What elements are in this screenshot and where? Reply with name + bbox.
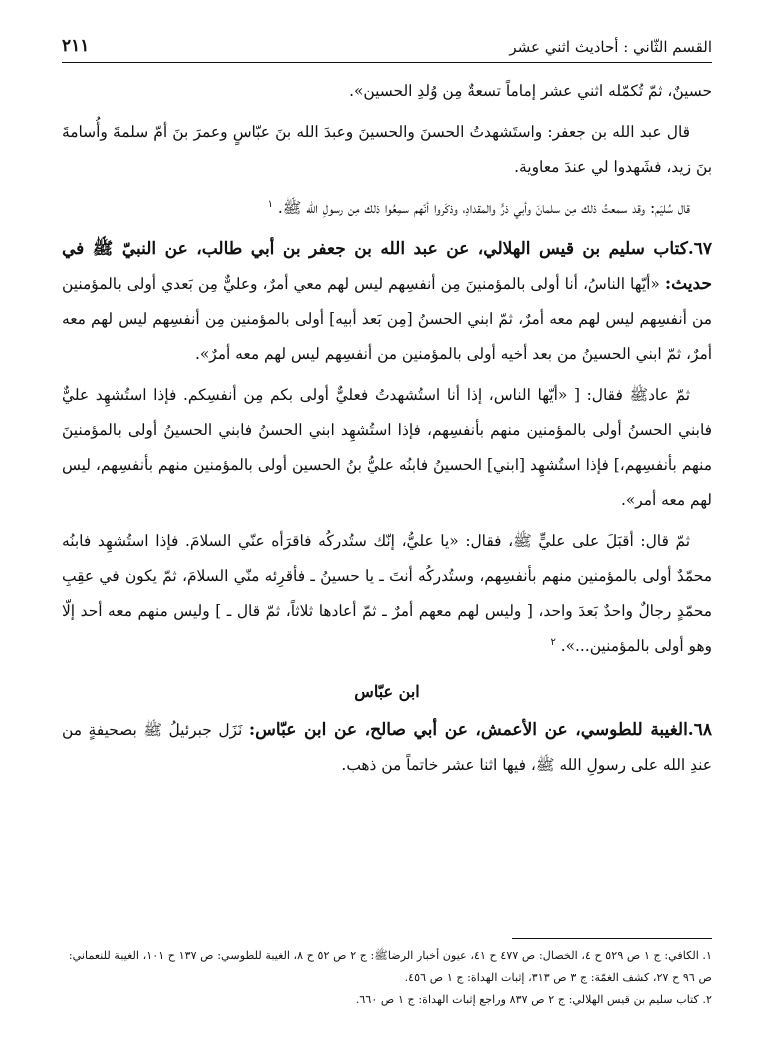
footnote: ٢. كتاب سليم بن قيس الهلالي: ج ٢ ص ٨٣٧ وراجع إثبات الهداة: ج ١ ص ٦٦٠. bbox=[355, 993, 712, 1006]
hadith-number: ٦٨. bbox=[687, 720, 712, 740]
footnote-ref: ٢ bbox=[550, 636, 556, 648]
main-text bbox=[62, 74, 712, 789]
footnotes bbox=[62, 938, 712, 1011]
hadith-text: نَزَل جبرئيلُ ﷺ بصحيفةٍ من عندِ الله على رسولِ الله ﷺ، فيها اثنا عشر خاتماً من ذهب. bbox=[62, 721, 712, 774]
hadith-source: كتاب سليم بن قيس الهلالي، عن عبد الله بن جعفر بن أبي طالب، عن النبيّ ﷺ في حديث: bbox=[62, 239, 712, 294]
running-title: القسم الثّاني : أحاديث اثني عشر bbox=[509, 38, 712, 56]
page-number: ٢١١ bbox=[62, 36, 90, 56]
paragraph bbox=[62, 191, 712, 226]
footnote-divider bbox=[512, 938, 712, 939]
section-title: ابن عبّاس bbox=[354, 682, 420, 701]
hadith-source: الغيبة للطوسي، عن الأعمش، عن أبي صالح، عن ابن عبّاس: bbox=[248, 720, 688, 740]
paragraph: ثمّ عادﷺ فقال: [ «أيّها الناس، إذا أنا استُشهدتُ فعليٌّ أولى بكم مِن أنفسِكم. فإذا استُشهِد عليٌّ فابني الحسنُ أولى بالمؤمنين منهم بأنفسِهم، فإذا استُشهِد ابني الحسنُ فابني الحسينُ أولى بالمؤمنينَ منهم بأنفسِهم،] فإذا استُشهِد [ابني] الحسينُ فابنُه عليُّ بنُ الحسين أولى بالمؤمنين منهم بأنفسِهم، ليس لهم معه أمر». bbox=[62, 386, 712, 509]
paragraph: قال عبد الله بن جعفر: واستَشهدتُ الحسنَ والحسينَ وعبدَ الله بنَ عبّاسٍ وعمرَ بنَ أمّ سلمةَ وأُسامةَ بنَ زيد، فشَهدوا لي عندَ معاوية. bbox=[62, 123, 712, 176]
hadith-68 bbox=[62, 713, 712, 783]
hadith-text: «أيّها الناسُ، أنا أولى بالمؤمنينَ مِن أنفسِهم ليس لهم معي أمرٌ، وعليٌّ مِن بَعدي أولى بالمؤمنين من أنفسِهم ليس لهم معه أمرٌ، ثمّ ابني الحسنُ [مِن بَعد أبيه] أولى بالمؤمنين مِن أنفسِهم ليس لهم معه أمرٌ، ثمّ ابني الحسينُ من بعد أخيه أولى بالمؤمنين من أنفسِهم ليس لهم معه أمرٌ». bbox=[62, 275, 712, 363]
page-header bbox=[62, 22, 712, 63]
footnote-ref: ١ bbox=[267, 198, 273, 210]
paragraph: حسينٌ، ثمّ تُكمّله اثني عشر إماماً تسعةٌ مِن وُلدِ الحسين». bbox=[349, 82, 712, 100]
hadith-67 bbox=[62, 232, 712, 372]
paragraph-text: قال سُليَم: وقد سمعتُ ذلك مِن سلمانَ وأبي ذرٍّ والمقدادِ، وذكَروا أنّهم سمِعُوا ذلك مِن رسولِ الله ﷺ. bbox=[277, 199, 690, 217]
hadith-number: ٦٧. bbox=[687, 239, 712, 259]
paragraph-text: ثمّ قال: أقبَلَ على عليٍّ ﷺ، فقال: «يا عليُّ، إنّك ستُدركُه فاقرَأه عنّي السلامَ. فإذا استُشهِد فابنُه محمّدٌ أولى بالمؤمنين منهم بأنفسِهم، وستُدركُه أنتَ ـ يا حسينُ ـ فأقرِئه منّي السلامَ، ثمّ يكون في عقِبِ محمّدٍ رجالٌ واحدٌ بَعدَ واحد، [ وليس لهم معهم أمرٌ ـ ثمّ أعادها ثلاثاً، ثمّ قال ـ ] وليس منهم معه أحد إلّا وهو أولى بالمؤمنين...». bbox=[62, 532, 712, 655]
footnote: ١. الكافي: ج ١ ص ٥٢٩ ح ٤، الخصال: ص ٤٧٧ ح ٤١، عيون أخبار الرضاﷺ: ج ٢ ص ٥٢ ح ٨، الغيبة للطوسي: ص ١٣٧ ح ١٠١، الغيبة للنعماني: ص ٩٦ ح ٢٧، كشف الغمّة: ج ٣ ص ٣١٣، إثبات الهداة: ج ١ ص ٤٥٦. bbox=[68, 949, 712, 984]
paragraph bbox=[62, 524, 712, 664]
